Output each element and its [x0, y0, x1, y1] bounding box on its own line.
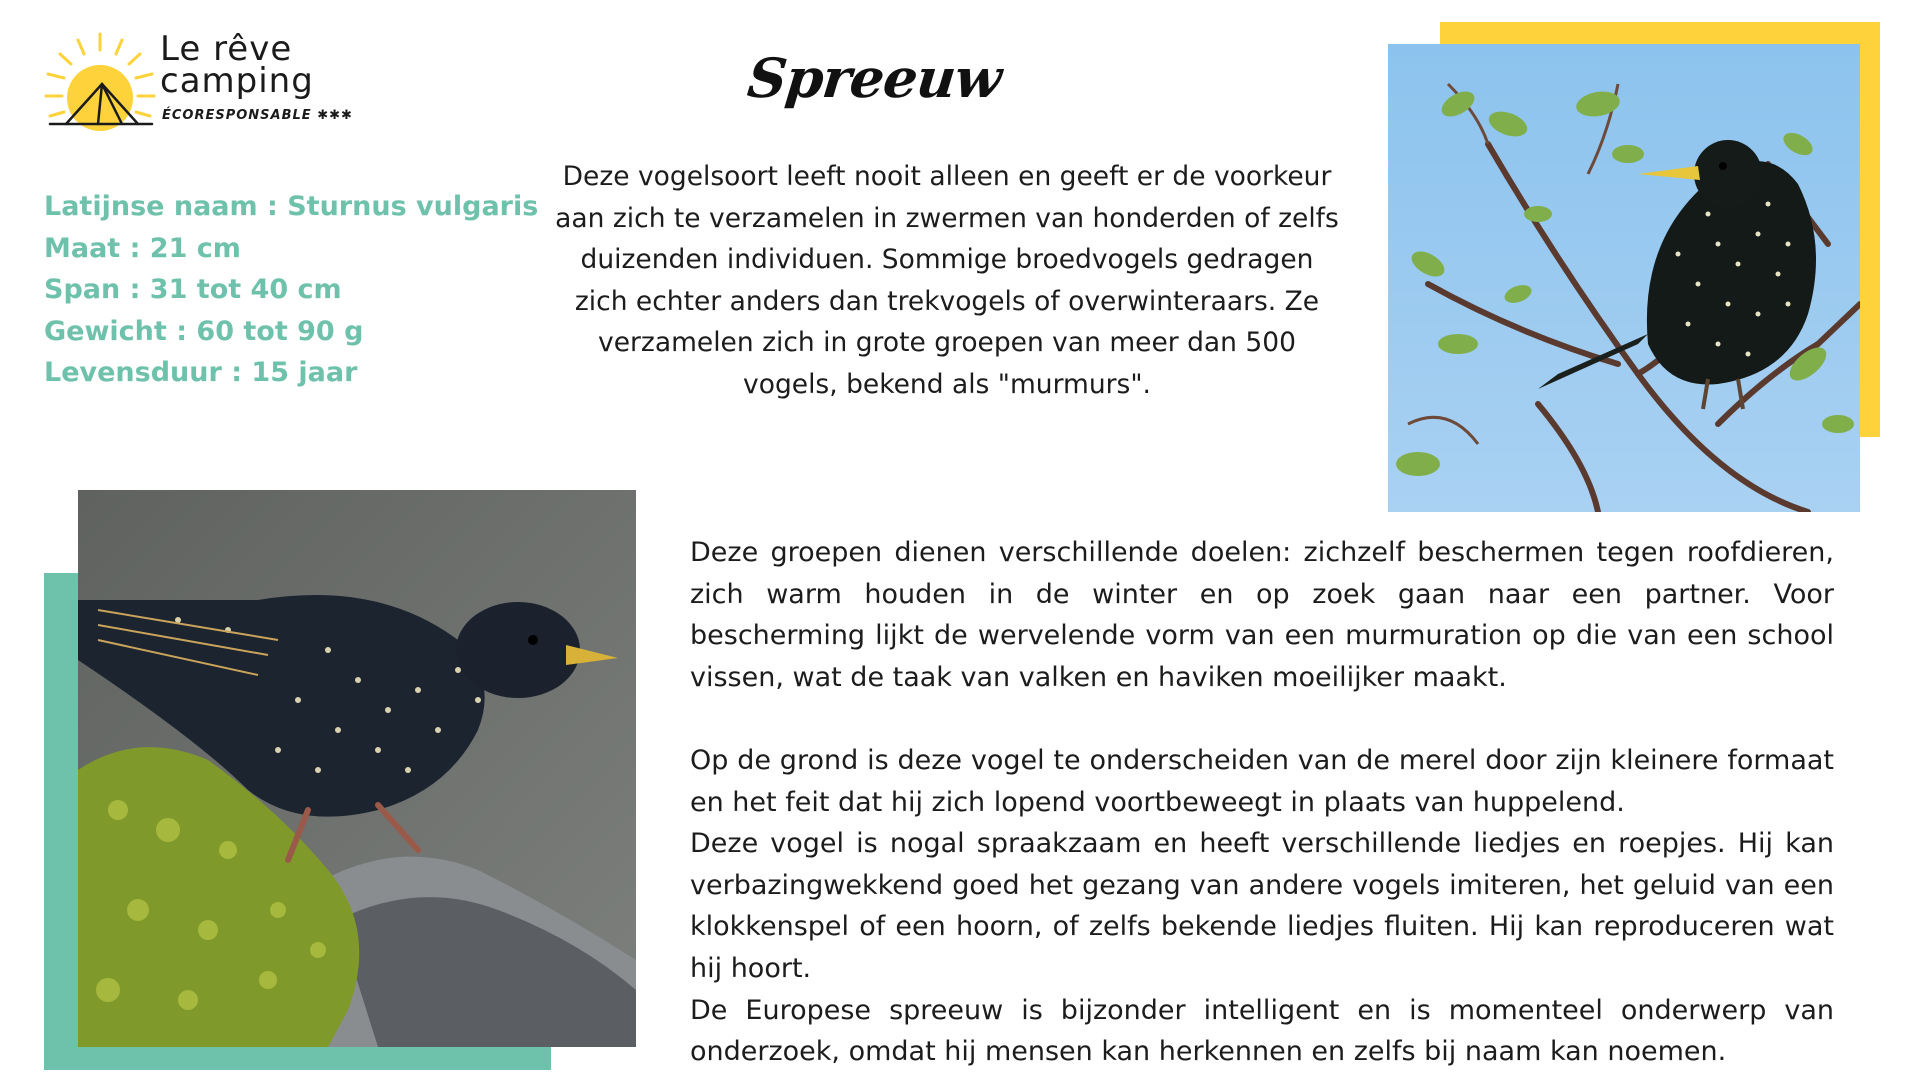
- logo-line-3: ÉCORESPONSABLE ✱✱✱: [162, 108, 353, 123]
- body-paragraph-1: Deze groepen dienen verschillende doelen: zichzelf beschermen tegen roofdieren, zich warm houden in de winter en op zoek gaan naar een partner. Voor bescherming lijkt de wervelende vorm van een murmuration op die van een school vissen, wat de taak van valken en haviken moeilijker maakt.: [690, 537, 1834, 693]
- logo-line-2: camping: [160, 61, 314, 101]
- fact-lifespan: Levensduur : 15 jaar: [44, 357, 358, 388]
- sun-tent-icon: [40, 28, 160, 133]
- fact-size: Maat : 21 cm: [44, 232, 241, 264]
- intro-paragraph: Deze vogelsoort leeft nooit alleen en geeft er de voorkeur aan zich te verzamelen in zwermen van honderden of zelfs duizenden individuen. Sommige broedvogels gedragen zich echter anders dan trekvogels of overwinteraars. Ze verzamelen zich in grote groepen van meer dan 500 vogels, bekend als "murmurs".: [555, 161, 1339, 400]
- body-paragraph-4: De Europese spreeuw is bijzonder intelligent en is momenteel onderwerp van onderzoek, omdat hij mensen kan herkennen en zelfs bij naam kan noemen.: [690, 994, 1834, 1068]
- body-paragraph-3: Deze vogel is nogal spraakzaam en heeft verschillende liedjes en roepjes. Hij kan verbazingwekkend goed het gezang van andere vogels imiteren, het geluid van een klokkenspel of een hoorn, of zelfs bekende liedjes fluiten. Hij kan reproduceren wat hij hoort.: [690, 828, 1834, 984]
- starling-photo-branch: [1388, 44, 1860, 512]
- logo: [40, 28, 360, 133]
- paragraph-gap: [690, 698, 1834, 740]
- page-title: Spreeuw: [744, 46, 1005, 110]
- facts-list: [44, 186, 538, 394]
- fact-latin-name: Latijnse naam : Sturnus vulgaris: [44, 191, 539, 222]
- fact-span: Span : 31 tot 40 cm: [44, 274, 342, 305]
- fact-weight: Gewicht : 60 tot 90 g: [44, 315, 364, 347]
- starling-photo-moss: [78, 490, 636, 1047]
- logo-line-1: Le rêve: [160, 29, 293, 69]
- body-text: [690, 532, 1834, 1073]
- body-paragraph-2: Op de grond is deze vogel te onderscheiden van de merel door zijn kleinere formaat en het feit dat hij zich lopend voortbeweegt in plaats van huppelend.: [690, 744, 1834, 818]
